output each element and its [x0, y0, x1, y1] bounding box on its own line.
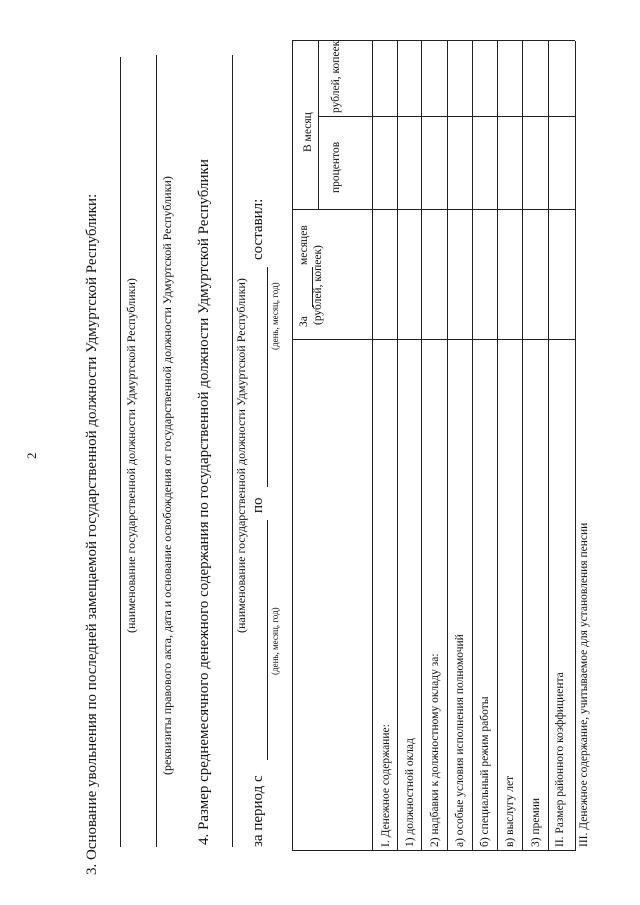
table-row-label: II. Размер районного коэффициента — [554, 672, 566, 847]
table-row-label: III. Денежное содержание, учитываемое для установления пенсии — [578, 522, 590, 847]
table-border-left — [292, 850, 575, 851]
table-row-label: 2) надбавки к должностному окладу за: — [429, 653, 441, 847]
table-row-sep-3 — [447, 41, 448, 851]
table-row-label: а) особые условия исполнения полномочий — [454, 634, 466, 847]
table-row-sep-7 — [548, 41, 549, 851]
section-3-title: 3. Основание увольнения по последней замещаемой государственной должности Удмуртской Республики: — [84, 193, 100, 875]
table-col-sep-2 — [292, 209, 575, 210]
section-3-caption-act: (реквизиты правового акта, дата и основание освобождения от государственной должности Удмуртской Республики) — [160, 176, 174, 775]
period-middle: по — [250, 497, 266, 513]
table-row-sep-6 — [522, 41, 523, 851]
col-percent-header: процентов — [330, 141, 342, 193]
section-4-caption-position: (наименование государственной должности Удмуртской Республики) — [234, 278, 248, 633]
period-to-line[interactable] — [267, 267, 268, 487]
section-4-title: 4. Размер среднемесячного денежного содержания по государственной должности Удмуртской Республики — [196, 159, 212, 845]
col-rubles-header: рублей, копеек — [330, 40, 342, 113]
col-month-header: В месяц — [302, 112, 314, 152]
table-border-bottom — [575, 41, 576, 851]
table-row-label: 3) премии — [530, 797, 542, 847]
period-prefix: за период с — [250, 775, 266, 847]
period-from-line[interactable] — [267, 520, 268, 760]
date-caption-from: (день, месяц, год) — [270, 607, 280, 675]
section-3-fill-line-1 — [120, 57, 121, 847]
period-suffix: составил: — [250, 198, 266, 260]
table-row-sep-2 — [421, 41, 422, 851]
table-border-top — [292, 41, 293, 851]
table-col-sep-1 — [292, 339, 575, 340]
table-month-header-sep — [318, 41, 319, 210]
table-header-bottom — [372, 41, 373, 851]
table-row-sep-1 — [397, 41, 398, 851]
table-row-label: в) выслугу лет — [504, 775, 516, 847]
section-3-caption-position: (наименование государственной должности Удмуртской Республики) — [124, 278, 138, 633]
table-row-sep-4 — [472, 41, 473, 851]
table-row-label: 1) должностной оклад — [404, 738, 416, 847]
table-row-label: б) специальный режим работы — [479, 696, 491, 847]
section-3-fill-line-2 — [156, 55, 157, 847]
table-row-label: I. Денежное содержание: — [380, 724, 392, 847]
col-months-label-b: месяцев — [298, 225, 310, 265]
section-4-fill-line — [232, 55, 233, 847]
page-number: 2 — [24, 452, 39, 459]
date-caption-to: (день, месяц, год) — [270, 282, 280, 350]
col-months-label-a: За — [298, 316, 310, 327]
col-months-units: (рублей, копеек) — [312, 245, 324, 325]
table-row-sep-5 — [497, 41, 498, 851]
